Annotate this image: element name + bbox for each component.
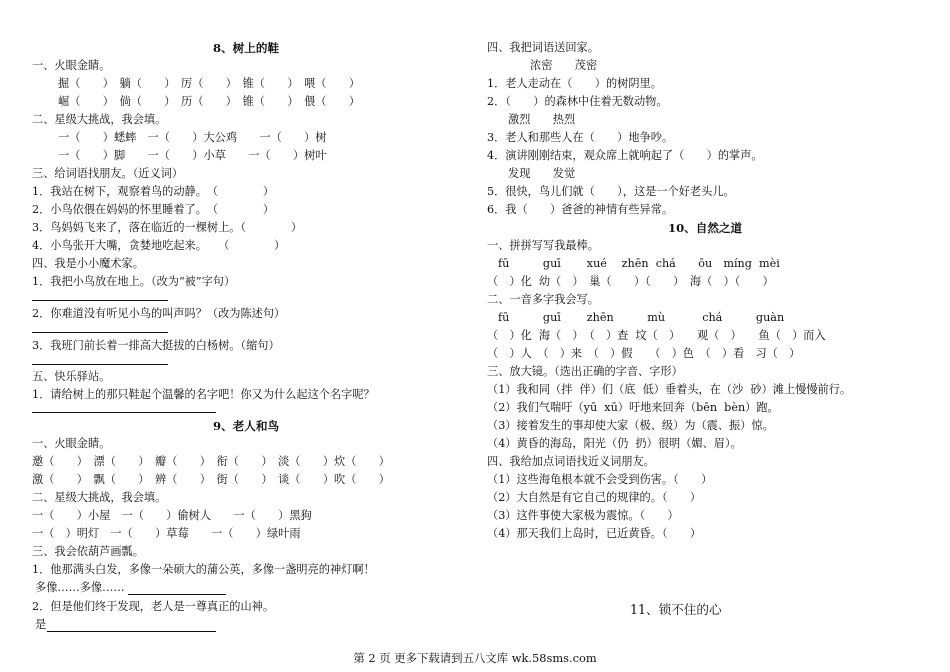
section-heading: 三、放大镜。（选出正确的字音、字形） (487, 365, 683, 378)
section-heading: 一、火眼金睛。 (32, 59, 111, 72)
fill-row: （ ）化 幼（ ） 巢（ ）（ ） 海（ ）（ ） (487, 275, 774, 288)
fill-row: 一（ ）明灯 一（ ）草莓 一（ ）绿叶雨 (32, 527, 301, 540)
question: 2．但是他们终于发现，老人是一尊真正的山神。 (32, 600, 275, 613)
answer-line[interactable] (32, 332, 168, 333)
char-row: 激（ ） 飘（ ） 辨（ ） 街（ ） 谈（ ）吹（ ） (32, 473, 390, 486)
answer-line[interactable] (128, 594, 226, 595)
answer-line[interactable] (32, 364, 168, 365)
section-heading: 四、我是小小魔术家。 (32, 257, 144, 270)
fill-row: 一（ ）小屋 一（ ）偷树人 一（ ）黑狗 (32, 509, 312, 522)
section-heading: 四、我把词语送回家。 (487, 41, 599, 54)
question: 5．很快，鸟儿们就（ ），这是一个好老头儿。 (487, 185, 735, 198)
answer-line[interactable] (32, 412, 216, 413)
question: （3）接着发生的事却使大家（极、级）为（震、振）惊。 (487, 419, 774, 432)
question: （3）这件事使大家极为震惊。（ ） (487, 509, 679, 522)
char-row: 邀（ ） 漂（ ） 瓣（ ） 衔（ ） 淡（ ）炊（ ） (32, 455, 390, 468)
question: 2．（ ）的森林中住着无数动物。 (487, 95, 668, 108)
char-row: 掘（ ） 躺（ ） 厉（ ） 锥（ ） 喂（ ） (58, 77, 361, 90)
word-choices: 浓密 茂密 (530, 59, 598, 72)
fill-row: （ ）人 （ ）来 （ ）假 （ ）色 （ ）看 习（ ） (487, 347, 801, 360)
fill-row: （ ）化 海（ ） （ ）查 坟（ ） 观（ ） 鱼（ ）而入 (487, 329, 826, 342)
question: 3．我班门前长着一排高大挺拔的白杨树。（缩句） (32, 339, 280, 352)
question: （1）这些海龟根本就不会受到伤害。（ ） (487, 473, 713, 486)
word-choices: 发现 发觉 (508, 167, 576, 180)
section-heading: 五、快乐驿站。 (32, 370, 111, 383)
question: 1．老人走动在（ ）的树阴里。 (487, 77, 662, 90)
pinyin-row: fū guī zhēn mù chá guàn (498, 311, 785, 324)
page-footer: 第 2 页 更多下载请到五八文库 wk.58sms.com (353, 651, 597, 665)
question: 1．我站在树下，观察着鸟的动静。 （ ） (32, 185, 275, 198)
section-heading: 一、火眼金睛。 (32, 437, 111, 450)
answer-line[interactable] (47, 631, 216, 632)
pattern-prompt: 多像……多像…… (35, 581, 125, 594)
fill-row: 一（ ）脚 一（ ）小草 一（ ）树叶 (58, 149, 327, 162)
section-heading: 四、我给加点词语找近义词朋友。 (487, 455, 655, 468)
section-heading: 三、我会依葫芦画瓢。 (32, 545, 144, 558)
section-heading: 二、一音多字我会写。 (487, 293, 599, 306)
answer-line[interactable] (32, 300, 168, 301)
question: （2）我们气喘吁（yū xū）吁地来回奔（bēn bèn）跑。 (487, 401, 779, 414)
question: 1．我把小鸟放在地上。（改为“被”字句） (32, 275, 236, 288)
question: 4．小鸟张开大嘴，贪婪地吃起来。 （ ） (32, 239, 286, 252)
question: （1）我和同（拌 伴）们（底 低）垂着头，在（沙 砂）滩上慢慢前行。 (487, 383, 852, 396)
lesson8-title: 8、树上的鞋 (213, 41, 280, 55)
question: 4．演讲刚刚结束，观众席上就响起了（ ）的掌声。 (487, 149, 763, 162)
word-choices: 激烈 热烈 (508, 113, 576, 126)
question: 1．他那满头白发，多像一朵硕大的蒲公英，多像一盏明亮的神灯啊！ (32, 563, 375, 576)
section-heading: 二、星级大挑战，我会填。 (32, 113, 167, 126)
question: 6．我（ ）爸爸的神情有些异常。 (487, 203, 674, 216)
lesson10-title: 10、自然之道 (668, 221, 743, 235)
question: 1．请给树上的那只鞋起个温馨的名字吧！你又为什么起这个名字呢？ (32, 388, 375, 401)
lesson9-title: 9、老人和鸟 (213, 419, 280, 433)
question: 2．你难道没有听见小鸟的叫声吗？（改为陈述句） (32, 307, 286, 320)
question: （4）黄昏的海岛，阳光（仍 扔）很明（媚、眉）。 (487, 437, 742, 450)
char-row: 崛（ ） 倘（ ） 历（ ） 锥（ ） 偎（ ） (58, 95, 361, 108)
question: （4）那天我们上岛时，已近黄昏。（ ） (487, 527, 702, 540)
section-heading: 二、星级大挑战，我会填。 (32, 491, 167, 504)
question: （2）大自然是有它自己的规律的。（ ） (487, 491, 702, 504)
question: 2．小鸟依偎在妈妈的怀里睡着了。 （ ） (32, 203, 275, 216)
fill-row: 一（ ）蟋蟀 一（ ）大公鸡 一（ ）树 (58, 131, 327, 144)
lesson11-title: 11、锁不住的心 (630, 602, 722, 617)
pinyin-row: fū guī xué zhēn chá ōu míng mèi (498, 257, 780, 270)
section-heading: 三、给词语找朋友。（近义词） (32, 167, 184, 180)
question: 3．鸟妈妈飞来了，落在临近的一棵树上。（ ） (32, 221, 303, 234)
question: 3．老人和那些人在（ ）地争吵。 (487, 131, 674, 144)
section-heading: 一、拼拼写写我最棒。 (487, 239, 599, 252)
pattern-prompt: 是 (35, 618, 47, 631)
